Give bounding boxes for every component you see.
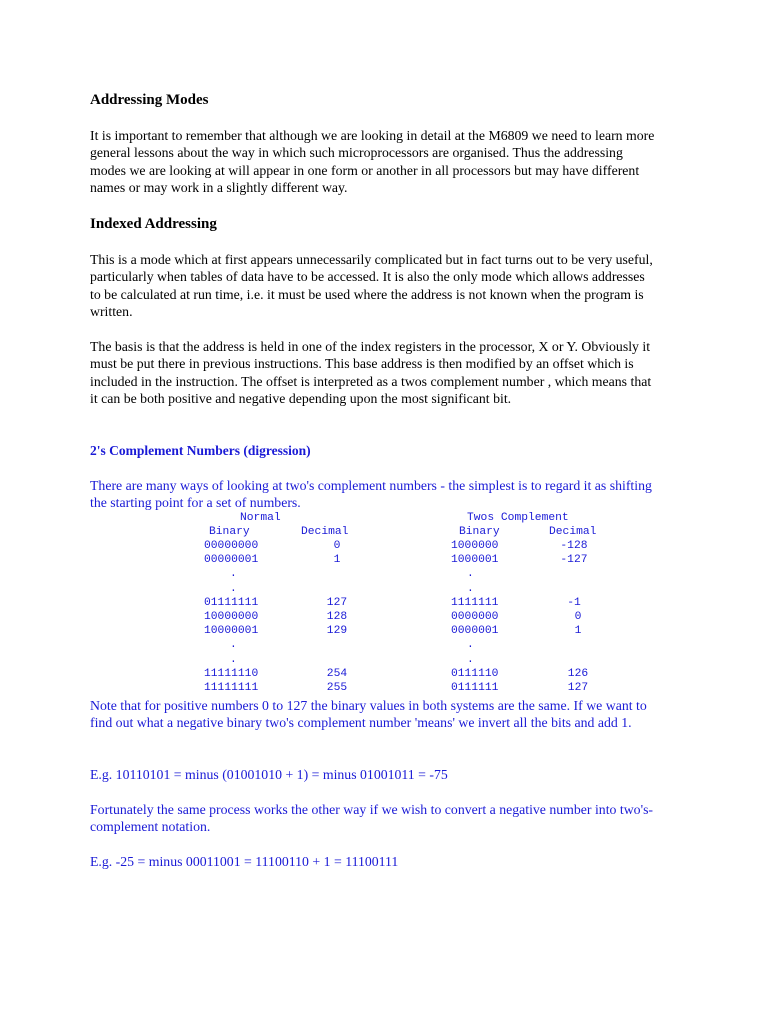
table-cell-twos-decimal: -127: [560, 554, 588, 567]
table-cell-normal-binary: .: [230, 639, 237, 652]
table-cell-twos-binary: 0000000: [451, 611, 499, 623]
table-cell-twos-binary: .: [467, 582, 474, 595]
paragraph-note: Note that for positive numbers 0 to 127 the binary values in both systems are the same. If we want to find out what a negative binary two's complement number 'means' we invert all the bits and add 1.: [90, 698, 647, 731]
table-cell-twos-decimal: -128: [560, 540, 588, 552]
paragraph-example-2: E.g. -25 = minus 00011001 = 11100110 + 1 = 11100111: [90, 854, 399, 869]
table-col-normal-binary: Binary: [209, 526, 250, 538]
table-cell-normal-decimal: 1: [333, 554, 341, 567]
heading-indexed-addressing: Indexed Addressing: [90, 216, 217, 232]
table-cell-normal-binary: 00000001: [204, 554, 259, 567]
table-cell-twos-decimal: 126: [567, 667, 589, 680]
table-cell-normal-decimal: 129: [326, 625, 348, 638]
table-cell-twos-binary: .: [467, 639, 474, 652]
table-cell-twos-decimal: 0: [574, 611, 582, 623]
table-cell-twos-decimal: -1: [567, 596, 581, 609]
paragraph-indexed-mode: This is a mode which at first appears unnecessarily complicated but in fact turns out to be very useful, particularly when tables of data have to be accessed. It is also the only mode which allows addresses to be calculated at run time, i.e. it must be used where the address is not known when the program is written.: [90, 252, 653, 319]
table-cell-twos-binary: 1111111: [451, 596, 499, 609]
table-col-twos-decimal: Decimal: [549, 526, 597, 538]
table-cell-normal-binary: 11111111: [204, 682, 259, 694]
table-cell-normal-binary: 10000001: [204, 625, 259, 638]
table-cell-twos-binary: 1000001: [451, 554, 499, 567]
table-group-twos: Twos Complement: [467, 512, 569, 524]
table-cell-twos-decimal: 127: [567, 682, 589, 694]
table-cell-normal-binary: .: [230, 653, 237, 666]
table-cell-normal-binary: .: [230, 582, 237, 595]
table-cell-normal-decimal: 128: [326, 611, 348, 623]
table-cell-twos-binary: 0000001: [451, 625, 499, 638]
table-cell-twos-binary: 0111110: [451, 667, 499, 680]
paragraph-complement-intro: There are many ways of looking at two's complement numbers - the simplest is to regard it as shifting the starting point for a set of numbers.: [90, 478, 652, 511]
heading-addressing-modes: Addressing Modes: [90, 92, 209, 108]
table-col-twos-binary: Binary: [459, 526, 500, 538]
table-col-normal-decimal: Decimal: [301, 526, 349, 538]
table-group-normal: Normal: [240, 512, 281, 524]
paragraph-base-address: The basis is that the address is held in one of the index registers in the processor, X or Y. Obviously it must be put there in previous instructions. This base address is then modified by an offset which is included in the instruction. The offset is interpreted as a twos complement number , which means that it can be both positive and negative depending upon the most significant bit.: [90, 339, 652, 406]
table-cell-normal-decimal: 255: [326, 682, 348, 694]
table-cell-normal-decimal: 254: [326, 667, 348, 680]
table-cell-twos-binary: .: [467, 653, 474, 666]
heading-twos-complement: 2's Complement Numbers (digression): [90, 443, 311, 458]
table-cell-normal-binary: .: [230, 568, 237, 581]
table-cell-normal-binary: 11111110: [204, 667, 259, 680]
table-cell-normal-binary: 01111111: [204, 596, 259, 609]
table-cell-normal-decimal: 127: [326, 596, 348, 609]
table-cell-twos-binary: 0111111: [451, 682, 499, 694]
table-cell-normal-binary: 00000000: [204, 540, 259, 552]
table-cell-normal-decimal: 0: [333, 540, 341, 552]
paragraph-fortunately: Fortunately the same process works the other way if we wish to convert a negative number into two's-complement notation.: [90, 802, 654, 835]
table-cell-twos-binary: 1000000: [451, 540, 499, 552]
paragraph-intro: It is important to remember that although we are looking in detail at the M6809 we need to learn more general lessons about the way in which such microprocessors are organised. Thus the addressing modes we are looking at will appear in one form or another in all processors but may have different names or may work in a slightly different way.: [90, 128, 655, 195]
paragraph-example-1: E.g. 10110101 = minus (01001010 + 1) = minus 01001011 = -75: [90, 767, 448, 782]
table-cell-normal-binary: 10000000: [204, 611, 259, 623]
table-cell-twos-binary: .: [467, 568, 474, 581]
table-cell-twos-decimal: 1: [574, 625, 582, 638]
